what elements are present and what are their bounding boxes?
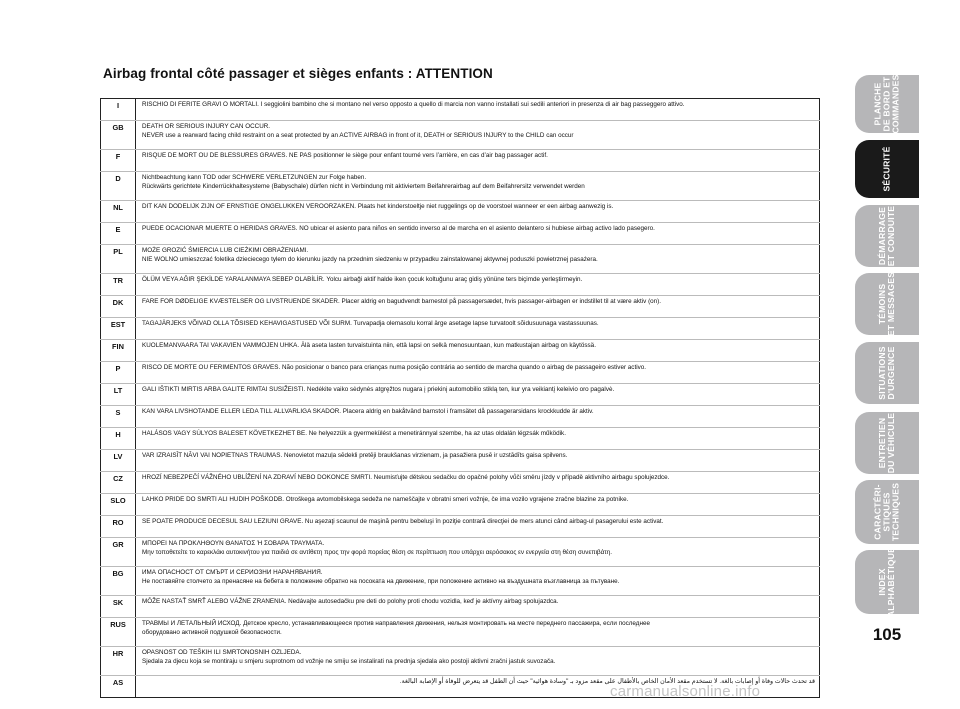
warning-text: [136, 538, 820, 567]
warning-text-line: GALI IŠTIKTI MIRTIS ARBA GALITE RIMTAI SUSIŽEISTI. Nedėkite vaiko sėdynės atgręžtos nugara į priekinį automobilio stiklą ten, kur yra veikiantį keleivio oro pagalvė.: [142, 386, 615, 393]
side-tab[interactable]: [855, 273, 919, 335]
page-title: Airbag frontal côté passager et sièges enfants : ATTENTION: [103, 66, 493, 81]
language-code: P: [101, 362, 136, 384]
warning-text-line: KUOLEMANVAARA TAI VAKAVIEN VAMMOJEN UHKA. Älä aseta lasten turvaistuinta niin, että lapsi on selkä menosuuntaan, kun matkustajan airbag on käytössä.: [142, 342, 596, 349]
warning-text-line: FARE FOR DØDELIGE KVÆSTELSER OG LIVSTRUENDE SKADER. Placer aldrig en bagudvendt barnestol på passagersædet, hvis passager-airbagen er indstillet til at være aktiv (on).: [142, 298, 662, 305]
language-code: FIN: [101, 340, 136, 362]
warning-text-line: Μην τοποθετείτε το καρεκλάκι αυτοκινήτου για παιδιά σε αντίθετη προς την φορά πορείας θέση σε περίπτωση που υπάρχει αερόσακος εν ενεργεία στη θέση συνεπιβάτη.: [142, 548, 613, 556]
warning-text: [136, 99, 820, 121]
warning-text-line: LAHKO PRIDE DO SMRTI ALI HUDIH POŠKODB. Otroškega avtomobilskega sedeža ne nameščajte v obratni smeri vožnje, če ima vozilo vgrajene zračne blazine za potnike.: [142, 496, 629, 503]
language-code: GB: [101, 121, 136, 150]
warning-text-line: DEATH OR SERIOUS INJURY CAN OCCUR.: [142, 123, 271, 130]
warning-text-line: ИМА ОПАСНОСТ ОТ СМЪРТ И СЕРИОЗНИ НАРАНЯВАНИЯ.: [142, 569, 323, 576]
warning-row: [101, 223, 820, 245]
warning-row: [101, 538, 820, 567]
warning-text-line: RISCO DE MORTE OU FERIMENTOS GRAVES. Não posicionar o banco para crianças numa posição contrária ao sentido de marcha quando o airbag de passageiro estiver activo.: [142, 364, 646, 371]
warning-text-line: ΜΠΟΡΕΙ ΝΑ ΠΡΟΚΛΗΘΟΥΝ ΘΑΝΑΤΟΣ Ή ΣΟΒΑΡΑ ΤΡΑΥΜΑΤΑ.: [142, 540, 325, 547]
side-tab[interactable]: [855, 205, 919, 267]
side-tab-label: DÉMARRAGE ET CONDUITE: [877, 205, 896, 267]
warning-text: [136, 647, 820, 676]
warning-text-line: оборудовано активной подушкой безопасности.: [142, 628, 282, 636]
page-number: 105: [872, 625, 902, 644]
warning-text: [136, 494, 820, 516]
language-code: DK: [101, 296, 136, 318]
warning-text: [136, 596, 820, 618]
language-code: F: [101, 150, 136, 172]
warning-row: [101, 274, 820, 296]
warning-text: [136, 150, 820, 172]
warning-row: [101, 647, 820, 676]
warning-row: [101, 99, 820, 121]
warning-row: [101, 472, 820, 494]
warning-text: [136, 516, 820, 538]
language-code: H: [101, 428, 136, 450]
warning-text-line: PUEDE OCACIONAR MUERTE O HERIDAS GRAVES. NO ubicar el asiento para niños en sentido inverso al de marcha en el asiento delantero si hubiese airbag activo lado pasegero.: [142, 225, 655, 232]
watermark: carmanualsonline.info: [610, 683, 761, 700]
language-code: EST: [101, 318, 136, 340]
warning-row: [101, 618, 820, 647]
warning-text: [136, 362, 820, 384]
warning-text: [136, 223, 820, 245]
side-tab[interactable]: [855, 412, 919, 474]
warning-text-line: NIE WOLNO umieszczać foletika dzieciecego tylem do kierunku jazdy na przednim siedzeniu w przypadku zainstalowanej aktywnej poduszki powietrznej pasażera.: [142, 255, 598, 263]
warning-text-line: Nichtbeachtung kann TOD oder SCHWERE VERLETZUNGEN zur Folge haben.: [142, 174, 367, 181]
warning-text: [136, 121, 820, 150]
language-code: LT: [101, 384, 136, 406]
warning-row: [101, 201, 820, 223]
language-code: S: [101, 406, 136, 428]
warning-text-line: Rückwärts gerichtete Kinderrückhaltesysteme (Babyschale) dürfen nicht in Verbindung mit aktiviertem Beifahrerairbag auf dem Beifahrersitz verwendet werden: [142, 182, 585, 190]
warning-text-line: MOŻE GROZIĆ ŚMIERCIA LUB CIEŻKIMI OBRAŻENIAMI.: [142, 247, 309, 254]
warning-text-line: RISCHIO DI FERITE GRAVI O MORTALI. I seggiolini bambino che si montano nel verso opposto a quello di marcia non vanno installati sui sedili anteriori in presenza di air bag passeggero attivo.: [142, 101, 685, 108]
warning-text: [136, 384, 820, 406]
warning-text-line: ÖLÜM VEYA AĞIR ŞEKİLDE YARALANMAYA SEBEP OLABİLİR. Yolcu airbaği aktif halde iken çocuk koltuğunu araç gidiş yönüne ters biçimde yerleştirmeyin.: [142, 276, 583, 283]
warning-row: [101, 318, 820, 340]
warning-text-line: OPASNOST OD TEŠKIH ILI SMRTONOSNIH OZLJEDA.: [142, 649, 302, 656]
warning-row: [101, 406, 820, 428]
warning-row: [101, 384, 820, 406]
warning-row: [101, 596, 820, 618]
warning-text: [136, 428, 820, 450]
warning-text-line: MÔŽE NASTAŤ SMRŤ ALEBO VÁŽNE ZRANENIA. Nedávajte autosedačku pre deti do polohy proti chodu vozidla, keď je aktívny airbag spolujazdca.: [142, 598, 559, 605]
warning-text: [136, 618, 820, 647]
language-code: RO: [101, 516, 136, 538]
side-tab-label: INDEX ALPHABÉTIQUE: [877, 546, 896, 618]
warning-text: [136, 567, 820, 596]
language-code: HR: [101, 647, 136, 676]
language-code: SLO: [101, 494, 136, 516]
warning-row: [101, 150, 820, 172]
warning-text-line: SE POATE PRODUCE DECESUL SAU LEZIUNI GRAVE. Nu aşezaţi scaunul de maşină pentru bebeluşi în poziţie contrară direcţiei de mers atunci când airbag-ul pasagerului este activat.: [142, 518, 664, 525]
warning-text-line: قد تحدث حالات وفاة أو إصابات بالغة. لا تستخدم مقعد الأمان الخاص بالأطفال على مقعد مزود بـ "وسادة هوائية" حيث أن الطفل قد يتعرض للوفاة أو الإصابة البالغة.: [399, 678, 815, 685]
language-code: GR: [101, 538, 136, 567]
side-tab-label: PLANCHE DE BORD ET COMMANDES: [872, 74, 901, 134]
warning-text: [136, 340, 820, 362]
language-code: LV: [101, 450, 136, 472]
warning-text-line: KAN VARA LIVSHOTANDE ELLER LEDA TILL ALLVARLIGA SKADOR. Placera aldrig en bakåtvänd barnstol i framsätet då passagerarsidans krockkudde är aktiv.: [142, 408, 594, 415]
warning-row: [101, 340, 820, 362]
language-code: NL: [101, 201, 136, 223]
language-code: AS: [101, 676, 136, 698]
warning-text-line: RISQUE DE MORT OU DE BLESSURES GRAVES. NE PAS positionner le siège pour enfant tourné vers l’arrière, en cas d’air bag passager actif.: [142, 152, 548, 159]
side-tab[interactable]: [855, 140, 919, 198]
side-tab[interactable]: [855, 75, 919, 133]
warning-row: [101, 121, 820, 150]
warning-text-line: Sjedala za djecu koja se montiraju u smjeru suprotnom od vožnje ne smiju se instalirati na prednja sjedala ako postoji aktivni zračni jastuk suvozača.: [142, 657, 556, 665]
side-tab-label: CARACTÉRI- STIQUES TECHNIQUES: [872, 482, 901, 542]
warning-text: [136, 472, 820, 494]
warning-text-line: HALÁSOS VAGY SÚLYOS BALESET KÖVETKEZHET BE. Ne helyezzük a gyermekülést a menetiránnyal szembe, ha az utas oldalán légzsák működik.: [142, 430, 566, 437]
warning-text-line: HROZÍ NEBEZPEČÍ VÁŽNÉHO UBLÍŽENÍ NA ZDRAVÍ NEBO DOKONCE SMRTI. Neumisťujte dětskou sedačku do opačné polohy vůči směru jízdy v případě aktivního airbagu spolujezdce.: [142, 474, 670, 481]
warning-text: [136, 406, 820, 428]
language-code: SK: [101, 596, 136, 618]
side-tab[interactable]: [855, 546, 919, 618]
warning-text: [136, 172, 820, 201]
warning-text: [136, 274, 820, 296]
warning-row: [101, 494, 820, 516]
warning-row: [101, 362, 820, 384]
warning-text-line: DIT KAN DODELIJK ZIJN OF ERNSTIGE ONGELUKKEN VEROORZAKEN. Plaats het kinderstoeltje niet ruggelings op de voorstoel wanneer er een airbag aanwezig is.: [142, 203, 614, 210]
side-tab[interactable]: [855, 342, 919, 404]
warning-text-line: TAGAJÄRJEKS VÕIVAD OLLA TÕSISED KEHAVIGASTUSED VÕI SURM. Turvapadja olemasolu korral ärge asetage lapse turvatoolt sõidusuunaga vastassuunas.: [142, 320, 599, 327]
warning-row: [101, 516, 820, 538]
warning-row: [101, 428, 820, 450]
warning-table: [100, 98, 820, 698]
side-tab-label: TÉMOINS ET MESSAGES: [877, 271, 896, 337]
warning-text: [136, 245, 820, 274]
side-tab-label: SITUATIONS D'URGENCE: [877, 346, 896, 400]
warning-row: [101, 450, 820, 472]
side-tab-label: SÉCURITÉ: [881, 146, 892, 192]
side-tab-label: ENTRETIEN DU VÉHICULE: [877, 412, 896, 474]
warning-row: [101, 296, 820, 318]
warning-row: [101, 245, 820, 274]
language-code: I: [101, 99, 136, 121]
language-code: D: [101, 172, 136, 201]
side-tab[interactable]: [855, 480, 919, 544]
language-code: TR: [101, 274, 136, 296]
language-code: BG: [101, 567, 136, 596]
warning-text-line: ТРАВМЫ И ЛЕТАЛЬНЫЙ ИСХОД. Детское кресло, устанавливающееся против направления движения, нельзя монтировать на месте переднего пассажира, если последнее: [142, 620, 650, 627]
warning-text-line: Не поставяйте столчето за пренасяне на бебета в положение обратно на посоката на движение, при положение активно на въздушната възглавница за пътуване.: [142, 577, 620, 585]
warning-row: [101, 172, 820, 201]
language-code: CZ: [101, 472, 136, 494]
warning-text: [136, 296, 820, 318]
language-code: PL: [101, 245, 136, 274]
language-code: RUS: [101, 618, 136, 647]
warning-text: [136, 318, 820, 340]
language-code: E: [101, 223, 136, 245]
warning-text-line: NEVER use a rearward facing child restraint on a seat protected by an ACTIVE AIRBAG in front of it, DEATH or SERIOUS INJURY to the CHILD can occur: [142, 131, 574, 139]
warning-text: [136, 201, 820, 223]
warning-row: [101, 567, 820, 596]
warning-text-line: VAR IZRAISĪT NĀVI VAI NOPIETNAS TRAUMAS. Nenovietot mazuļa sēdekli pretēji braukšanas virzienam, ja pasažiera pusē ir uzstādīts gaisa spilvens.: [142, 452, 568, 459]
warning-text: [136, 450, 820, 472]
